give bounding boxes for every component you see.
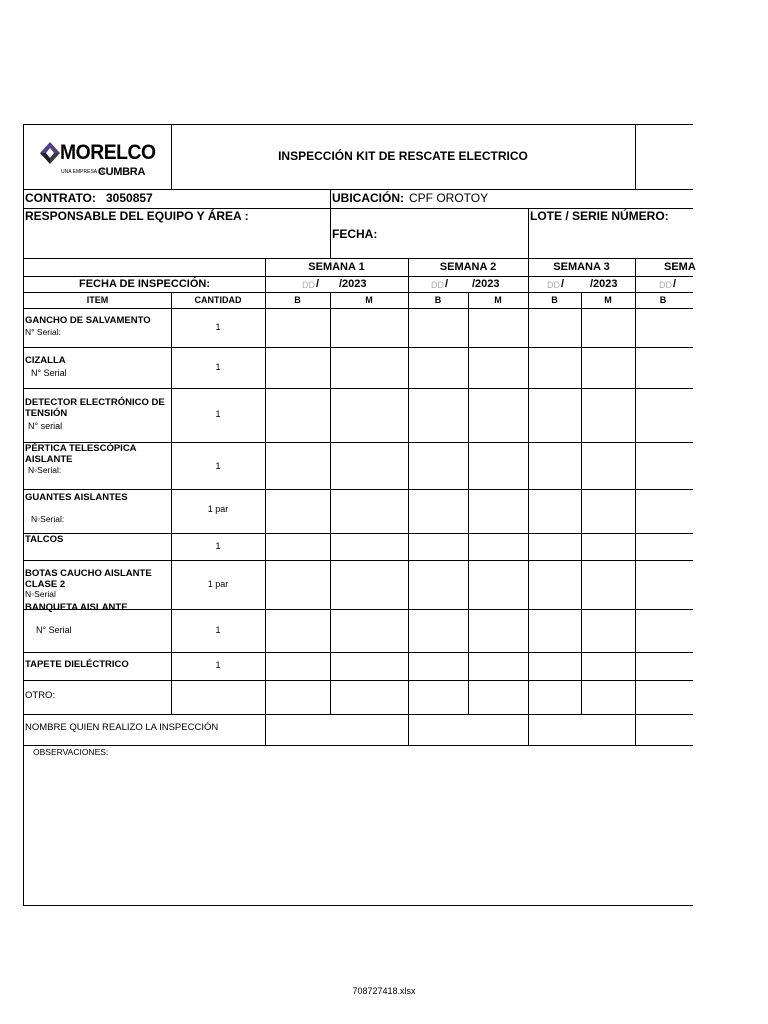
col-cantidad-header: CANTIDAD — [194, 295, 242, 305]
logo-text: MORELCO — [60, 141, 156, 164]
item-row-banqueta — [24, 602, 693, 652]
item-name: OTRO: — [25, 690, 56, 701]
item-serial: N◦Serial: — [31, 514, 65, 524]
item-name: CIZALLA — [25, 355, 66, 366]
item-name: GANCHO DE SALVAMENTO — [25, 315, 151, 326]
item-qty: 1 — [215, 625, 221, 635]
week-2-header: SEMANA 2 — [439, 261, 497, 273]
inspection-form — [23, 124, 696, 906]
item-serial: N° Serial — [36, 625, 72, 635]
fecha-label: FECHA: — [332, 227, 378, 241]
ubicacion-label: UBICACIÓN: — [332, 191, 404, 205]
week-4-b: B — [659, 295, 667, 305]
nombre-inspector-label: NOMBRE QUIEN REALIZO LA INSPECCIÓN — [25, 722, 219, 733]
item-name: BOTAS CAUCHO AISLANTE CLASE 2 — [25, 568, 152, 590]
item-serial: N° Serial — [31, 368, 67, 378]
week-1-b: B — [294, 295, 301, 305]
week-1-header: SEMANA 1 — [308, 261, 365, 273]
week-4-dd: DD — [659, 280, 672, 290]
week-3-year: /2023 — [590, 278, 618, 290]
week-2-slash: / — [445, 278, 449, 290]
week-2-m: M — [494, 295, 502, 305]
item-row-tapete — [24, 652, 693, 680]
week-3-slash: / — [561, 278, 565, 290]
item-qty: 1 — [215, 322, 221, 332]
item-row-guantes — [24, 489, 693, 533]
item-name: TALCOS — [25, 534, 64, 545]
item-qty: 1 — [215, 362, 221, 372]
item-row-talcos — [24, 533, 693, 560]
company-logo — [40, 141, 160, 181]
week-4-slash: / — [673, 278, 677, 290]
responsable-label: RESPONSABLE DEL EQUIPO Y ÁREA : — [25, 209, 249, 223]
item-name: DETECTOR ELECTRÓNICO DE TENSIÓN — [25, 397, 165, 419]
item-name: PÉRTICA TELESCÓPICA AISLANTE — [25, 443, 137, 465]
morelco-logo-icon — [40, 142, 60, 164]
contrato-value: 3050857 — [106, 191, 153, 205]
week-4-header: SEMA — [664, 261, 696, 273]
item-name: BANQUETA AISLANTE — [25, 602, 128, 613]
item-serial: N° Serial: — [25, 327, 61, 337]
week-1-year: /2023 — [339, 278, 367, 290]
week-1-m: M — [365, 295, 373, 305]
week-2-dd: DD — [431, 280, 444, 290]
item-row-cizalla — [24, 347, 693, 388]
item-qty: 1 — [215, 541, 221, 551]
item-name: TAPETE DIELÉCTRICO — [25, 659, 129, 670]
item-serial: N◦Serial: — [28, 465, 62, 475]
observaciones-label: OBSERVACIONES: — [33, 747, 109, 757]
week-3-header: SEMANA 3 — [553, 261, 610, 273]
item-serial: N° serial — [28, 421, 63, 431]
logo-brand: CUMBRA — [98, 166, 146, 178]
item-qty: 1 par — [207, 579, 229, 589]
item-qty: 1 — [215, 660, 221, 670]
item-qty: 1 par — [207, 504, 229, 514]
ubicacion-value: CPF OROTOY — [409, 191, 489, 205]
item-name: GUANTES AISLANTES — [25, 492, 128, 503]
week-2-year: /2023 — [472, 278, 500, 290]
week-1-dd: DD — [302, 280, 315, 290]
week-3-m: M — [604, 295, 612, 305]
form-title: INSPECCIÓN KIT DE RESCATE ELECTRICO — [278, 149, 528, 163]
col-item-header: ITEM — [86, 295, 109, 305]
week-1-slash: / — [316, 278, 320, 290]
week-2-b: B — [434, 295, 442, 305]
item-row-detector — [24, 388, 693, 442]
file-name: 708727418.xlsx — [352, 986, 416, 996]
item-qty: 1 — [215, 409, 221, 419]
week-3-dd: DD — [547, 280, 560, 290]
item-row-otro — [24, 680, 693, 714]
item-row-gancho — [24, 308, 693, 347]
item-row-pertica — [24, 442, 693, 489]
logo-subtitle: UNA EMPRESA DE — [61, 169, 106, 175]
contrato-label: CONTRATO: — [25, 191, 96, 205]
item-serial: N◦Serial — [25, 589, 56, 599]
item-qty: 1 — [215, 461, 221, 471]
week-3-b: B — [551, 295, 558, 305]
fecha-inspeccion-label: FECHA DE INSPECCIÓN: — [79, 278, 210, 290]
lote-label: LOTE / SERIE NÚMERO: — [530, 209, 669, 223]
